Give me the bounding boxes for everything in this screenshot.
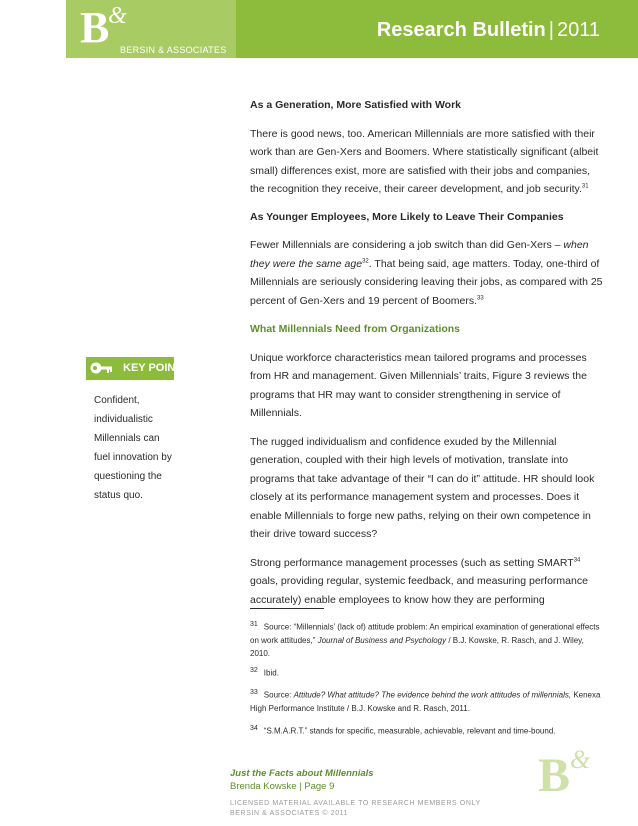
- paragraph-text: There is good news, too. American Millennials are more satisfied with their work than are Gen-Xers and Boomers. Where statistically significant (albeit small) differences exist, more are satisfied with their jobs and companies, the recognition they receive, their career development, and job security.: [250, 127, 599, 195]
- footnote-ref: 32: [362, 258, 369, 264]
- logo-ampersand: &: [108, 3, 127, 29]
- subheading-satisfied: As a Generation, More Satisfied with Work: [250, 99, 462, 111]
- key-point-line: fuel innovation by: [94, 452, 172, 463]
- paragraph-performance: [250, 554, 606, 610]
- title-separator: |: [548, 19, 554, 41]
- footnote-divider: [250, 608, 324, 609]
- footnote-emphasis: Journal of Business and Psychology: [317, 635, 447, 645]
- footnote-text: Source: “Millennials’ (lack of) attitude problem: An empirical examination of generational effects on work attitudes,”: [250, 622, 600, 645]
- footnote-number: 34: [250, 725, 258, 732]
- paragraph-satisfaction: [250, 125, 606, 199]
- key-point-line: questioning the: [94, 471, 162, 482]
- footer-logo-ampersand: &: [570, 745, 591, 774]
- footnote-emphasis: Attitude? What attitude? The evidence behind the work attitudes of millennials,: [293, 690, 572, 700]
- key-icon: [88, 358, 114, 378]
- paragraph-text: Fewer Millennials are considering a job switch than did Gen-Xers –: [250, 239, 564, 251]
- footer-license: LICENSED MATERIAL AVAILABLE TO RESEARCH MEMBERS ONLY: [230, 800, 481, 807]
- page-title: [377, 19, 600, 42]
- section-heading: What Millennials Need from Organizations: [250, 323, 461, 335]
- title-main: Research Bulletin: [376, 19, 546, 41]
- title-year: 2011: [556, 19, 600, 41]
- footnote-ref: 33: [477, 295, 484, 301]
- paragraph-text: goals, providing regular, systemic feedback, and measuring performance accurately) enable employees to know how they are performing: [250, 575, 588, 606]
- key-point-line: Confident,: [94, 395, 140, 406]
- paragraph-workforce: Unique workforce characteristics mean tailored programs and processes from HR and management. Given Millennials’ traits, Figure 3 reviews the programs that HR may want to consider strengthening in service of Millennials.: [250, 351, 587, 419]
- subheading-leave: As Younger Employees, More Likely to Leave Their Companies: [250, 210, 564, 223]
- key-point-label: KEY POINT: [123, 362, 183, 374]
- footer-author-page: Brenda Kowske | Page 9: [230, 781, 335, 792]
- footnote-31: [250, 618, 606, 660]
- key-point-line: individualistic: [94, 414, 153, 425]
- footnote-number: 31: [250, 621, 258, 628]
- footnote-text: Ibid.: [263, 668, 279, 678]
- footnote-ref: 34: [573, 557, 581, 563]
- key-point-text: [94, 391, 184, 505]
- footnote-text: Kenexa High Performance Institute / B.J. Kowske and R. Rasch, 2011.: [250, 690, 601, 713]
- logo-company-name: BERSIN & ASSOCIATES: [120, 45, 227, 55]
- paragraph-emphasis: when they were the same age: [250, 239, 589, 270]
- footnote-33: [250, 686, 606, 715]
- key-point-line: Millennials can: [94, 433, 160, 444]
- footnote-text: Source:: [263, 690, 294, 700]
- footnote-number: 32: [250, 667, 258, 674]
- main-content: [250, 96, 606, 609]
- paragraph-job-switch: [250, 236, 606, 310]
- footnote-34: [250, 722, 606, 738]
- paragraph-text: Strong performance management processes (such as setting SMART: [250, 556, 574, 569]
- paragraph-individualism: The rugged individualism and confidence exuded by the Millennial generation, coupled with their high levels of motivation, translate into programs that take advantage of their “I can do it” attitude. HR should look closely at its performance management system and processes. Does it enable Millennials to forge new paths, relying on their own competence in their drive toward success?: [250, 435, 595, 540]
- footnote-text: “S.M.A.R.T.” stands for specific, measurable, achievable, relevant and time-bound.: [263, 726, 556, 736]
- footnote-text: / B.J. Kowske, R. Rasch, and J. Wiley, 2010.: [250, 635, 584, 658]
- footer-copyright: BERSIN & ASSOCIATES © 2011: [230, 810, 349, 817]
- footnote-number: 33: [250, 689, 258, 696]
- footer-logo-letter: B: [538, 749, 571, 802]
- paragraph-text: . That being said, age matters. Today, one-third of Millennials are seriously considering leaving their jobs, as compared with 25 percent of Gen-Xers and 19 percent of Boomers.: [250, 257, 603, 307]
- footer-book-title: Just the Facts about Millennials: [230, 768, 374, 779]
- footnote-ref: 31: [581, 183, 589, 190]
- logo-letter: B: [80, 3, 110, 52]
- footnote-32: [250, 664, 606, 680]
- key-point-line: status quo.: [94, 490, 143, 501]
